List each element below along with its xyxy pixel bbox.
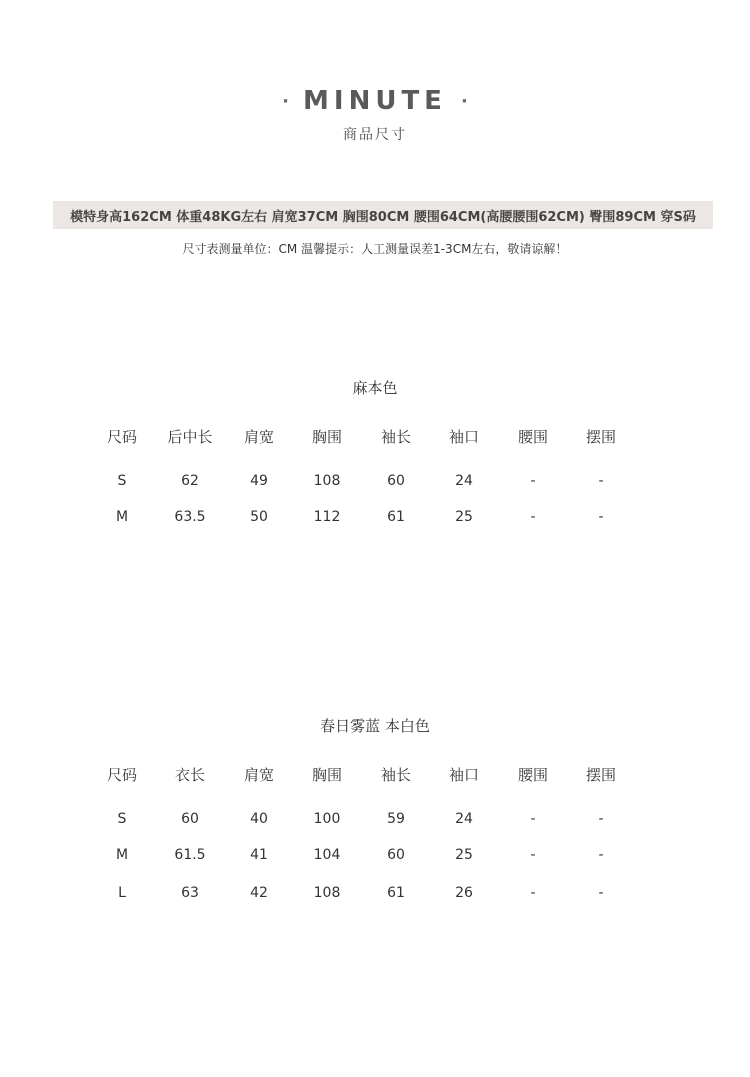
- table-cell: 61: [387, 885, 405, 901]
- table-header-cell: 袖口: [448, 428, 479, 446]
- size-table-title: 春日雾蓝 本白色: [320, 717, 430, 735]
- model-info-banner: 模特身高162CM 体重48KG左右 肩宽37CM 胸围80CM 腰围64CM(高腰腰围62CM) 臀围89CM 穿S码: [53, 201, 713, 229]
- brand-title: [0, 86, 750, 116]
- table-cell: 100: [313, 811, 341, 827]
- brand-dot-right: ·: [461, 91, 468, 112]
- table-header-cell: 衣长: [174, 766, 205, 784]
- table-cell: 61.5: [174, 847, 206, 863]
- table-cell: 50: [250, 509, 268, 525]
- table-cell: 24: [455, 811, 473, 827]
- table-cell: 49: [250, 473, 268, 489]
- table-cell: 108: [313, 885, 341, 901]
- table-header-cell: 摆围: [585, 766, 616, 784]
- table-cell: -: [530, 473, 536, 489]
- table-header-cell: 胸围: [311, 766, 342, 784]
- table-header-cell: 摆围: [585, 428, 616, 446]
- table-cell: 63.5: [174, 509, 206, 525]
- table-cell: 108: [313, 473, 341, 489]
- table-cell: S: [117, 811, 127, 827]
- table-header-cell: 袖长: [380, 428, 411, 446]
- table-cell: L: [118, 885, 126, 901]
- table-cell: 60: [181, 811, 199, 827]
- size-table-title: 麻本色: [352, 379, 398, 397]
- page-subtitle: 商品尺寸: [343, 127, 407, 143]
- table-cell: 40: [250, 811, 268, 827]
- table-header-cell: 腰围: [517, 428, 548, 446]
- table-cell: -: [598, 509, 604, 525]
- table-cell: 60: [387, 473, 405, 489]
- table-cell: 59: [387, 811, 405, 827]
- table-cell: S: [117, 473, 127, 489]
- table-cell: -: [530, 811, 536, 827]
- table-cell: 60: [387, 847, 405, 863]
- table-header-cell: 肩宽: [243, 428, 274, 446]
- table-header-cell: 尺码: [106, 428, 137, 446]
- table-header-cell: 袖长: [380, 766, 411, 784]
- table-cell: -: [530, 509, 536, 525]
- table-cell: 25: [455, 509, 473, 525]
- table-cell: 62: [181, 473, 199, 489]
- table-cell: -: [598, 473, 604, 489]
- table-cell: 26: [455, 885, 473, 901]
- table-cell: -: [598, 811, 604, 827]
- table-cell: 42: [250, 885, 268, 901]
- table-cell: 112: [313, 509, 341, 525]
- table-cell: M: [115, 509, 129, 525]
- table-header-cell: 尺码: [106, 766, 137, 784]
- table-cell: 63: [181, 885, 199, 901]
- table-cell: -: [598, 847, 604, 863]
- table-cell: 24: [455, 473, 473, 489]
- table-header-cell: 袖口: [448, 766, 479, 784]
- brand-name: MINUTE: [303, 86, 447, 116]
- table-header-cell: 后中长: [167, 428, 213, 446]
- table-cell: -: [530, 847, 536, 863]
- table-cell: M: [115, 847, 129, 863]
- table-cell: 25: [455, 847, 473, 863]
- table-cell: 104: [313, 847, 341, 863]
- brand-dot-left: ·: [282, 91, 289, 112]
- table-cell: 41: [250, 847, 268, 863]
- table-cell: -: [530, 885, 536, 901]
- table-cell: 61: [387, 509, 405, 525]
- table-header-cell: 胸围: [311, 428, 342, 446]
- table-header-cell: 腰围: [517, 766, 548, 784]
- table-cell: -: [598, 885, 604, 901]
- measurement-note: 尺寸表测量单位：CM 温馨提示：人工测量误差1-3CM左右，敬请谅解！: [182, 242, 568, 256]
- table-header-cell: 肩宽: [243, 766, 274, 784]
